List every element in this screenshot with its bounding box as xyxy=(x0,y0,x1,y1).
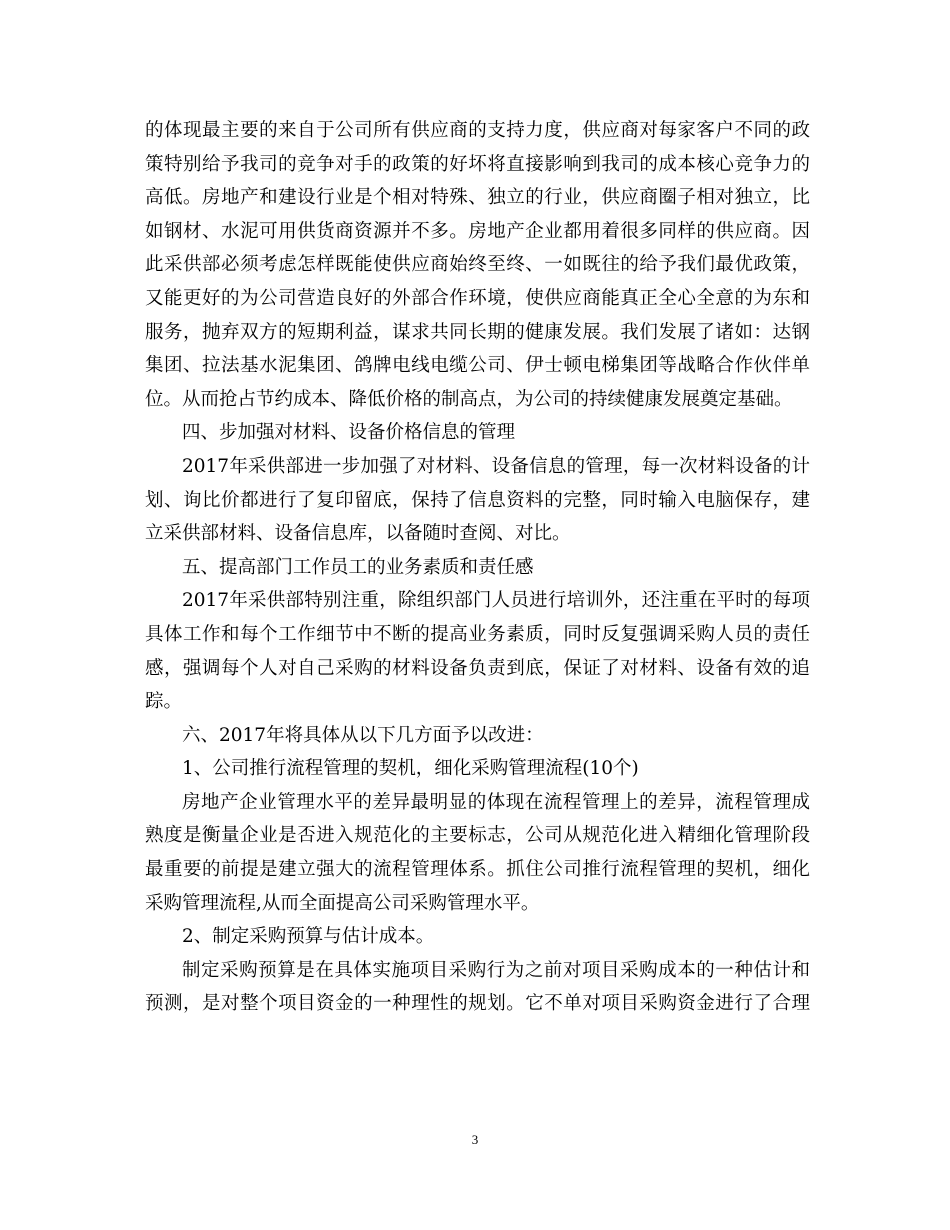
paragraph-line: 集团、拉法基水泥集团、鸽牌电线电缆公司、伊士顿电梯集团等战略合作伙伴单 xyxy=(145,355,810,377)
paragraph-line: 制定采购预算是在具体实施项目采购行为之前对项目采购成本的一种估计和 xyxy=(182,959,810,981)
paragraph-line: 此采供部必须考虑怎样既能使供应商始终至终、一如既往的给予我们最优政策， xyxy=(145,254,810,276)
paragraph-line: 2017年采供部进一步加强了对材料、设备信息的管理，每一次材料设备的计 xyxy=(182,455,810,477)
paragraph-line: 1、公司推行流程管理的契机，细化采购管理流程(10个) xyxy=(182,758,639,780)
paragraph-line: 又能更好的为公司营造良好的外部合作环境，使供应商能真正全心全意的为东和 xyxy=(145,287,810,309)
paragraph-line: 立采供部材料、设备信息库，以备随时查阅、对比。 xyxy=(145,523,571,545)
paragraph-line: 2、制定采购预算与估计成本。 xyxy=(182,926,435,948)
paragraph-line: 策特别给予我司的竞争对手的政策的好坏将直接影响到我司的成本核心竞争力的 xyxy=(145,153,810,175)
paragraph-line: 位。从而抢占节约成本、降低价格的制高点，为公司的持续健康发展奠定基础。 xyxy=(145,388,793,410)
paragraph-line: 四、步加强对材料、设备价格信息的管理 xyxy=(182,422,516,444)
paragraph-line: 2017年采供部特别注重，除组织部门人员进行培训外，还注重在平时的每项 xyxy=(182,590,810,612)
paragraph-line: 划、询比价都进行了复印留底，保持了信息资料的完整，同时输入电脑保存，建 xyxy=(145,489,810,511)
paragraph-line: 熟度是衡量企业是否进入规范化的主要标志，公司从规范化进入精细化管理阶段 xyxy=(145,825,810,847)
paragraph-line: 最重要的前提是建立强大的流程管理体系。抓住公司推行流程管理的契机，细化 xyxy=(145,859,810,881)
paragraph-line: 五、提高部门工作员工的业务素质和责任感 xyxy=(182,556,534,578)
paragraph-line: 如钢材、水泥可用供货商资源并不多。房地产企业都用着很多同样的供应商。因 xyxy=(145,220,810,242)
paragraph-line: 踪。 xyxy=(145,691,183,713)
page-number: 3 xyxy=(471,1132,479,1147)
paragraph-line: 房地产企业管理水平的差异最明显的体现在流程管理上的差异，流程管理成 xyxy=(182,791,810,813)
paragraph-line: 的体现最主要的来自于公司所有供应商的支持力度，供应商对每家客户不同的政 xyxy=(145,120,810,141)
paragraph-line: 预测，是对整个项目资金的一种理性的规划。它不单对项目采购资金进行了合理 xyxy=(145,993,810,1015)
body-text xyxy=(145,114,810,1021)
paragraph-line: 具体工作和每个工作细节中不断的提高业务素质，同时反复强调采购人员的责任 xyxy=(145,623,810,645)
paragraph-line: 服务，抛弃双方的短期利益，谋求共同长期的健康发展。我们发展了诸如：达钢 xyxy=(145,321,810,343)
paragraph-line: 采购管理流程,从而全面提高公司采购管理水平。 xyxy=(145,892,540,914)
paragraph-line: 感，强调每个人对自己采购的材料设备负责到底，保证了对材料、设备有效的追 xyxy=(145,657,810,679)
paragraph-line: 高低。房地产和建设行业是个相对特殊、独立的行业，供应商圈子相对独立，比 xyxy=(145,187,810,209)
paragraph-line: 六、2017年将具体从以下几方面予以改进： xyxy=(182,724,544,746)
